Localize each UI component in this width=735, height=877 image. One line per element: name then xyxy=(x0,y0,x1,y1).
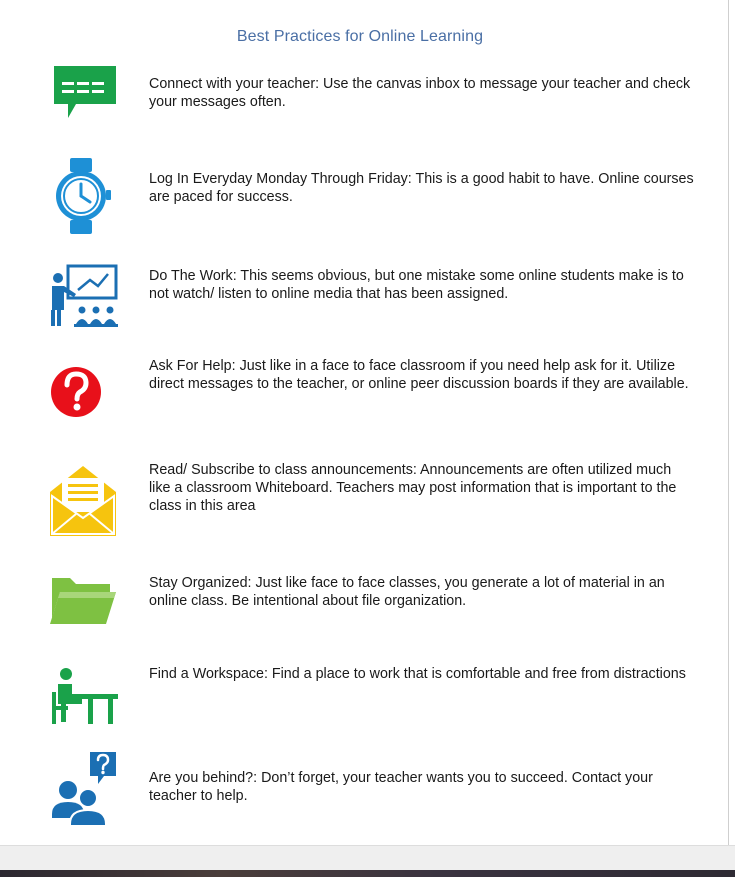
list-item: Connect with your teacher: Use the canvas inbox to message your teacher and check your messages often. xyxy=(149,76,691,110)
page-title: Best Practices for Online Learning xyxy=(236,28,484,45)
page-gutter xyxy=(729,0,735,845)
people-question-icon xyxy=(48,752,120,824)
list-item: Ask For Help: Just like in a face to face classroom if you need help ask for it. Utilize direct messages to the teacher, or online peer discussion boards if they are available. xyxy=(149,358,689,392)
list-item: Do The Work: This seems obvious, but one mistake some online students make is to not watch/ listen to online media that has been assigned. xyxy=(149,268,684,302)
list-item: Log In Everyday Monday Through Friday: This is a good habit to have. Online courses are paced for success. xyxy=(149,171,694,205)
smartwatch-clock-icon xyxy=(48,158,120,230)
desk-workspace-icon xyxy=(48,662,120,734)
classroom-presentation-icon xyxy=(48,262,120,334)
chat-message-icon xyxy=(48,60,120,132)
taskbar-strip xyxy=(0,870,735,877)
question-mark-icon xyxy=(48,360,120,432)
folder-icon xyxy=(48,570,120,642)
list-item: Stay Organized: Just like face to face classes, you generate a lot of material in an online class. Be intentional about file organization. xyxy=(149,575,665,609)
bottom-bar xyxy=(0,845,735,871)
envelope-letter-icon xyxy=(48,462,120,534)
list-item: Find a Workspace: Find a place to work that is comfortable and free from distractions xyxy=(149,666,686,682)
list-item: Are you behind?: Don’t forget, your teacher wants you to succeed. Contact your teacher to help. xyxy=(149,770,653,804)
list-item: Read/ Subscribe to class announcements: Announcements are often utilized much like a classroom Whiteboard. Teachers may post information that is important to the class in this area xyxy=(149,462,677,514)
